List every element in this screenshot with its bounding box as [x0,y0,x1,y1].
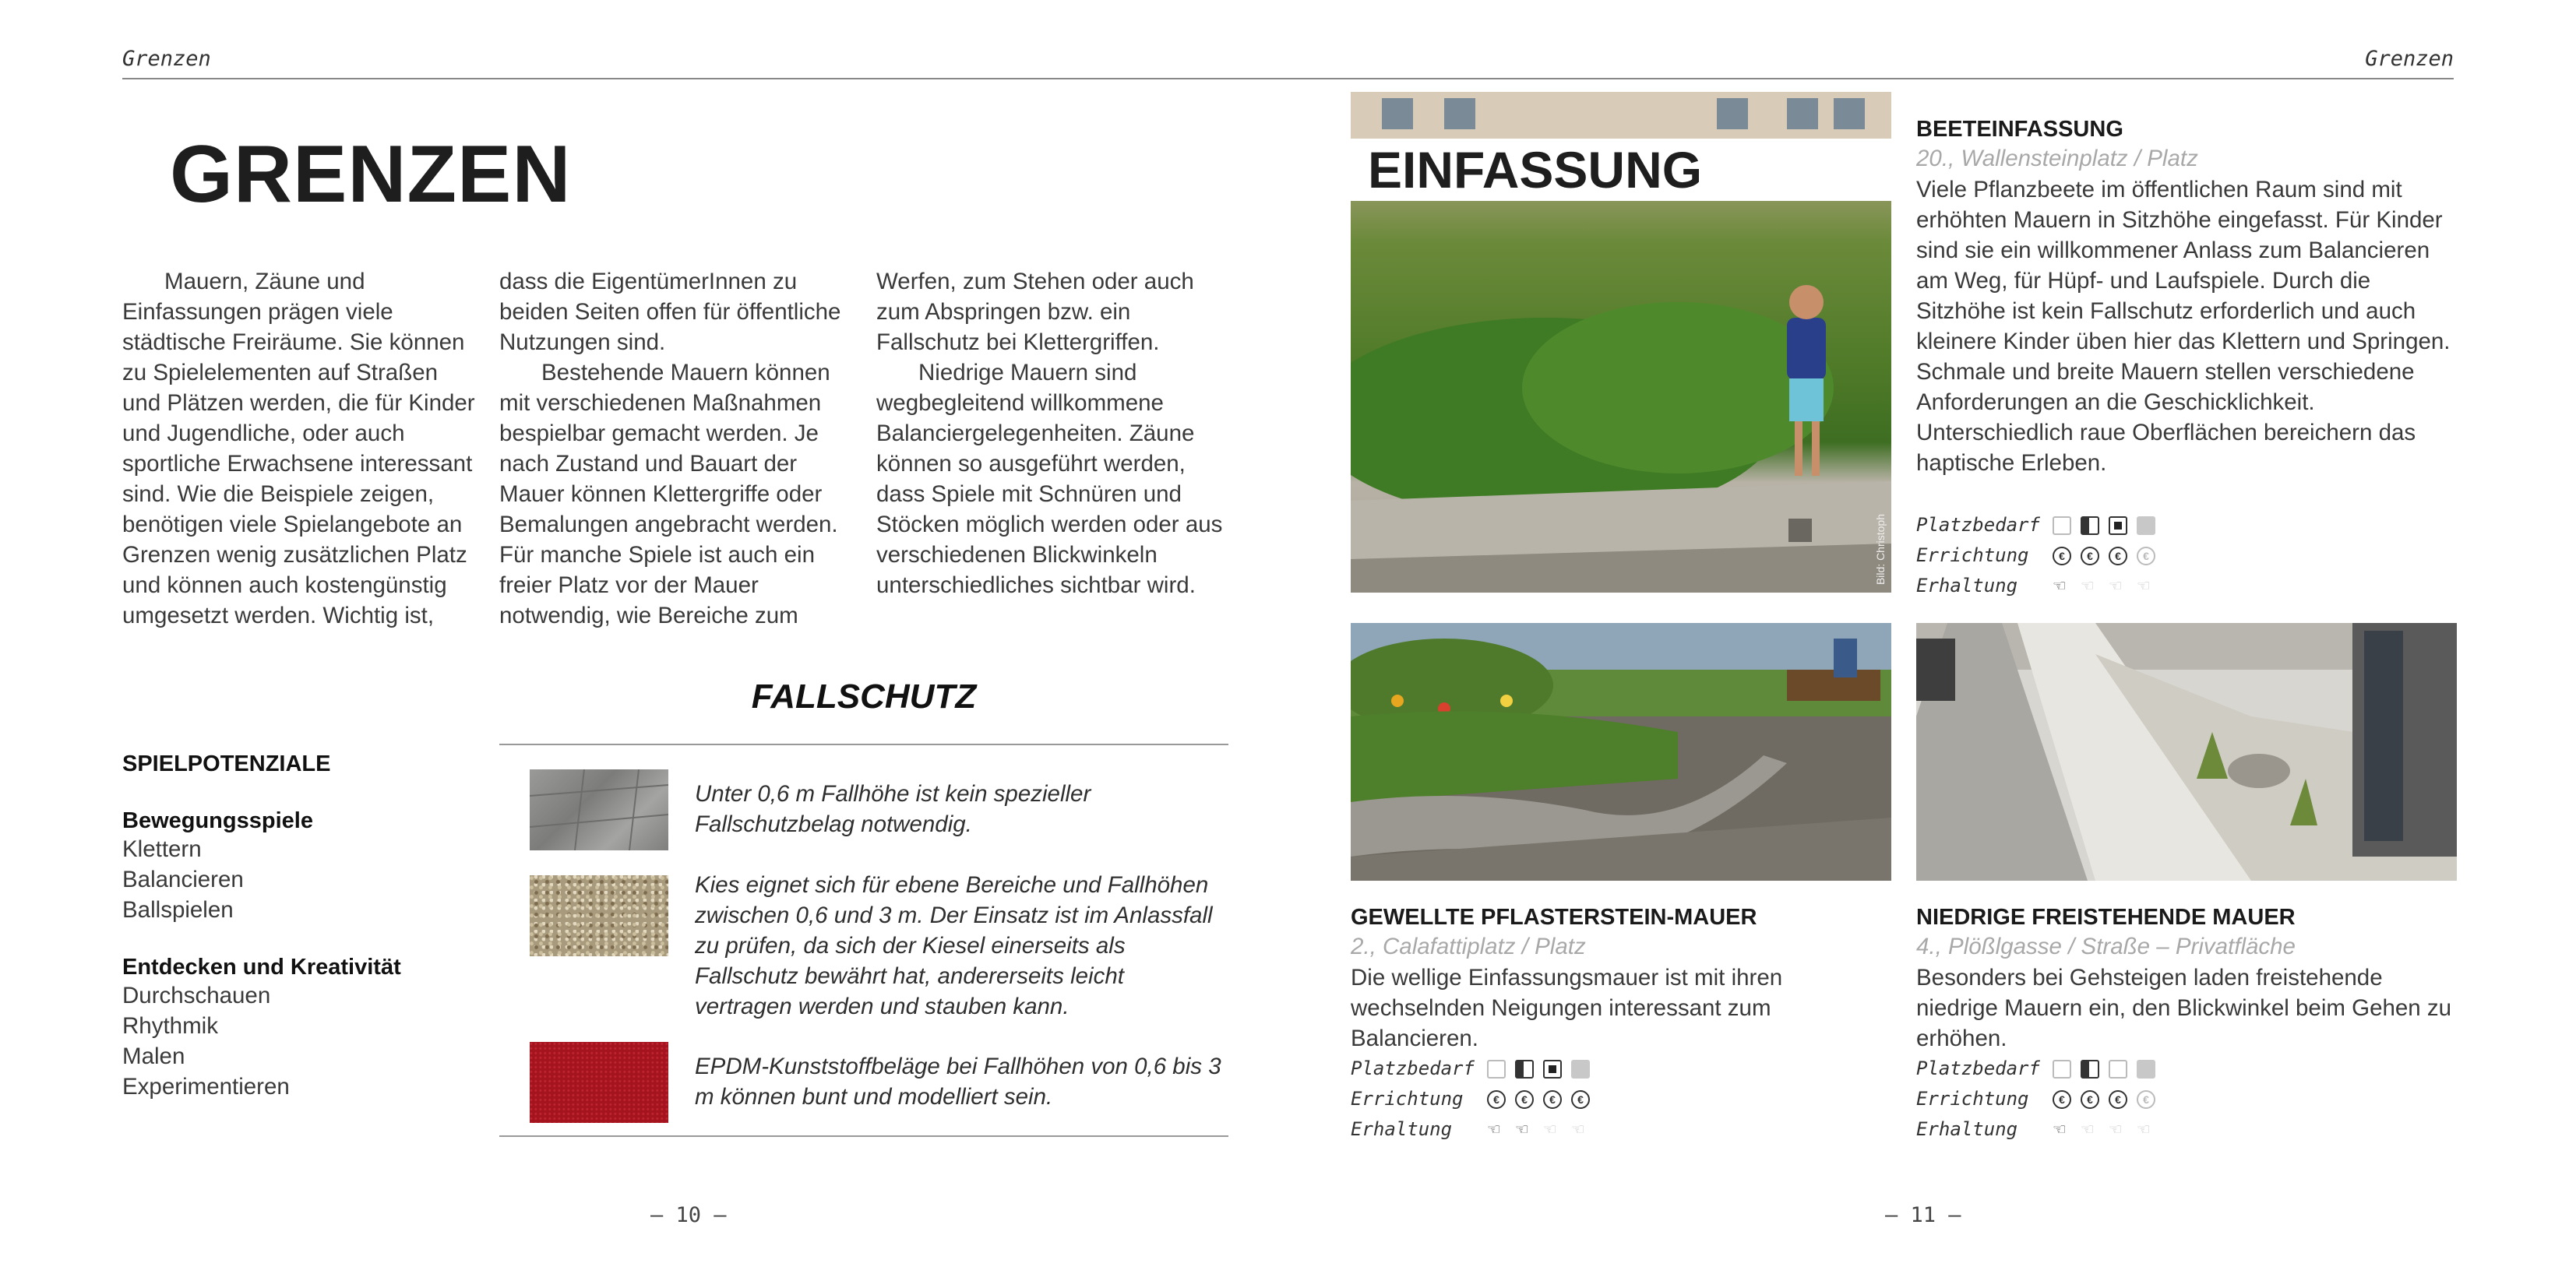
euro-icon: € [1543,1090,1562,1109]
square-dot-icon [2109,516,2127,535]
euro-light-icon: € [2137,1090,2155,1109]
beet-description: Viele Pflanzbeete im öffentlichen Raum sind mit erhöhten Mauern in Sitzhöhe eingefasst. Für Kinder sind sie ein willkommener Anlass zum Balancieren am Weg, für Hüpf- und Laufspiele. Durch die Sitzhöhe ist kein Fallschutz erforderlich und auch kleinere Kinder üben hier das Klettern und Springen. Schmale und breite Mauern stellen verschiedene Anforderungen an die Geschicklichkeit. Unterschiedlich raue Oberflächen bereichern das haptische Erleben. [1916,177,2451,476]
list-item: Klettern [122,836,202,862]
hand-light-icon: ☜ [2081,577,2095,595]
page-title: GRENZEN [170,129,572,220]
hand-light-icon: ☜ [2081,1121,2095,1138]
square-grey-icon [2137,516,2155,535]
swatch-epdm [530,1042,668,1123]
list-item: Malen [122,1043,185,1069]
list-item: Rhythmik [122,1013,218,1039]
euro-icon: € [2053,1090,2071,1109]
gewellte-location: 2., Calafattiplatz / Platz [1351,934,1586,959]
hand-icon: ☜ [2053,1121,2067,1138]
niedrige-location: 4., Plößlgasse / Straße – Privatfläche [1916,934,2296,959]
photo-niedrige [1916,623,2457,881]
list-item: Experimentieren [122,1074,290,1100]
fallschutz-bottom-rule [499,1135,1228,1137]
square-empty-icon [2109,1060,2127,1079]
square-dot-icon [1543,1060,1562,1079]
rating-label-platz: Platzbedarf [1916,1057,2040,1079]
euro-icon: € [2109,1090,2127,1109]
rating-label-erhaltung: Erhaltung [1351,1118,1453,1140]
hand-light-icon: ☜ [2137,1121,2151,1138]
fallschutz-top-rule [499,744,1228,745]
hand-light-icon: ☜ [2137,577,2151,595]
photo-beeteinfassung [1351,92,1891,593]
square-grey-icon [2137,1060,2155,1079]
einfassung-label-bar [1351,139,1891,201]
square-grey-icon [1571,1060,1590,1079]
list-item: Ballspielen [122,897,234,923]
rating-label-erhaltung: Erhaltung [1916,1118,2018,1140]
intro-column-1 [122,266,477,631]
rating-label-platz: Platzbedarf [1916,514,2040,536]
running-header-right: Grenzen [2365,47,2454,71]
niedrige-description: Besonders bei Gehsteigen laden freistehende niedrige Mauern ein, den Blickwinkel beim Gehen zu erhöhen. [1916,965,2452,1051]
hand-icon: ☜ [1515,1121,1529,1138]
swatch-pavement [530,769,668,850]
intro-col3b-text: Niedrige Mauern sind wegbegleitend willkommene Balanciergelegenheiten. Zäune können so ausgeführt werden, dass Spiele mit Schnüren und Stöcken möglich werden oder aus verschiedenen Blickwinkeln unterschiedliches sichtbar wird. [876,360,1223,598]
euro-icon: € [2053,547,2071,565]
square-empty-icon [2053,1060,2071,1079]
photo-credit: Bild: Christoph [1874,513,1887,585]
euro-icon: € [1515,1090,1534,1109]
square-empty-icon [2053,516,2071,535]
photo-niedrige-graphic [1916,623,2457,881]
fallschutz-title: FALLSCHUTZ [751,677,977,716]
list-item: Durchschauen [122,983,271,1008]
euro-icon: € [2109,547,2127,565]
euro-icon: € [2081,547,2099,565]
hand-icon: ☜ [1487,1121,1501,1138]
square-half-icon [2081,1060,2099,1079]
list-item: Balancieren [122,867,244,892]
square-half-icon [2081,516,2099,535]
spielpotenziale-heading: SPIELPOTENZIALE [122,751,331,776]
rating-label-erhaltung: Erhaltung [1916,575,2018,596]
gewellte-ratings [1351,1054,1595,1145]
niedrige-title: NIEDRIGE FREISTEHENDE MAUER [1916,905,2296,930]
hand-light-icon: ☜ [2109,577,2123,595]
euro-light-icon: € [2137,547,2155,565]
page-number-left: – 10 – [650,1203,727,1227]
gewellte-description: Die wellige Einfassungsmauer ist mit ihren wechselnden Neigungen interessant zum Balancieren. [1351,965,1783,1051]
intro-column-3 [876,266,1231,600]
header-rule [122,78,2454,79]
hand-light-icon: ☜ [2109,1121,2123,1138]
rating-label-errichtung: Errichtung [1351,1088,1464,1110]
euro-icon: € [1487,1090,1506,1109]
intro-col3a-text: Werfen, zum Stehen oder auch zum Abspringen bzw. ein Fallschutz bei Klettergriffen. [876,269,1194,355]
swatch-gravel [530,875,668,956]
gewellte-title: GEWELLTE PFLASTERSTEIN-MAUER [1351,905,1757,930]
rating-label-errichtung: Errichtung [1916,1088,2029,1110]
intro-col2b-text: Bestehende Mauern können mit verschiedenen Maßnahmen bespielbar gemacht werden. Je nach Zustand und Bauart der Mauer können Klettergriffe oder Bemalungen angebracht werden. Für manche Spiele ist auch ein freier Platz vor der Mauer notwendig, wie Bereiche zum [499,360,838,628]
hand-icon: ☜ [2053,577,2067,595]
fallschutz-text-3: EPDM-Kunststoffbeläge bei Fallhöhen von 0,6 bis 3 m können bunt und modelliert sein. [695,1054,1221,1110]
running-header-left: Grenzen [122,47,211,71]
einfassung-label: EINFASSUNG [1368,141,1703,199]
square-empty-icon [1487,1060,1506,1079]
fallschutz-text-1: Unter 0,6 m Fallhöhe ist kein spezieller Fallschutzbelag notwendig. [695,781,1091,837]
pavement-joints [530,769,668,850]
niedrige-ratings [1916,1054,2160,1145]
rating-label-platz: Platzbedarf [1351,1057,1475,1079]
group-entdecken-title: Entdecken und Kreativität [122,955,401,980]
intro-column-2 [499,266,854,631]
photo-gewellte [1351,623,1891,881]
page-number-right: – 11 – [1885,1203,1961,1227]
photo-gewellte-graphic [1351,623,1891,881]
spielpotenziale-box [122,751,449,1102]
fallschutz-text-2: Kies eignet sich für ebene Bereiche und Fallhöhen zwischen 0,6 und 3 m. Der Einsatz ist im Anlassfall zu prüfen, da sich der Kiesel einerseits als Fallschutz bewährt hat, andererseits leicht vertragen werden und stauben kann. [695,872,1213,1019]
rating-label-errichtung: Errichtung [1916,544,2029,566]
hand-light-icon: ☜ [1571,1121,1585,1138]
euro-icon: € [1571,1090,1590,1109]
euro-icon: € [2081,1090,2099,1109]
intro-col1-text: Mauern, Zäune und Einfassungen prägen viele städtische Freiräume. Sie können zu Spielelementen auf Straßen und Plätzen werden, die für Kinder und Jugendliche, oder auch sportliche Erwachsene interessant sind. Wie die Beispiele zeigen, benötigen viele Spielangebote an Grenzen wenig zusätzlichen Platz und können auch kostengünstig umgesetzt werden. Wichtig ist, [122,269,475,628]
beet-ratings [1916,510,2160,601]
beet-location: 20., Wallensteinplatz / Platz [1916,146,2198,171]
square-half-icon [1515,1060,1534,1079]
hand-light-icon: ☜ [1543,1121,1557,1138]
intro-col2a-text: dass die EigentümerInnen zu beiden Seiten offen für öffentliche Nutzungen sind. [499,269,841,355]
group-bewegung-title: Bewegungsspiele [122,808,313,833]
beet-title: BEETEINFASSUNG [1916,117,2123,142]
